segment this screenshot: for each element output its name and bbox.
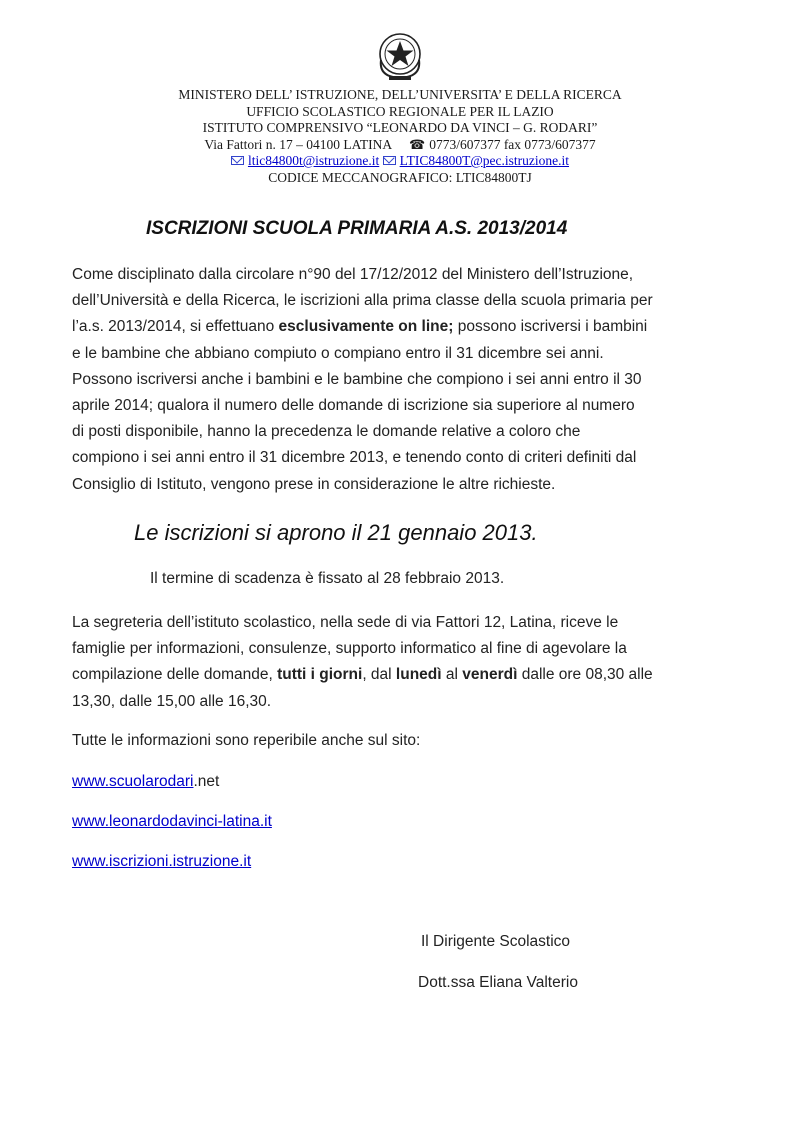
text-span: , dal (362, 666, 396, 684)
mail-icon (383, 156, 396, 165)
text-line (72, 314, 732, 340)
text-line: dell’Università e della Ricerca, le iscrizioni alla prima classe della scuola primaria per (72, 292, 653, 310)
link-suffix: .net (193, 773, 220, 790)
text-line: e le bambine che abbiano compiuto o compiano entro il 31 dicembre sei anni. (72, 344, 604, 362)
text-line: La segreteria dell’istituto scolastico, nella sede di via Fattori 12, Latina, riceve le (72, 614, 619, 631)
email-line (0, 153, 800, 170)
text-line: Come disciplinato dalla circolare n°90 del 17/12/2012 del Ministero dell’Istruzione, (72, 266, 634, 283)
text-span: l’a.s. 2013/2014, si effettuano (72, 318, 279, 336)
text-span: possono iscriversi i bambini (453, 318, 648, 336)
text-line: aprile 2014; qualora il numero delle domande di iscrizione sia superiore al numero (72, 397, 635, 415)
link-leonardodavinci[interactable] (72, 813, 272, 831)
text-line: Possono iscriversi anche i bambini e le bambine che compiono i sei anni entro il 30 (72, 370, 642, 388)
text-line: famiglie per informazioni, consulenze, supporto informatico al fine di agevolare la (72, 640, 627, 658)
ministry-line: MINISTERO DELL’ ISTRUZIONE, DELL’UNIVERSITA’ E DELLA RICERCA (178, 87, 622, 102)
link-text[interactable]: www.scuolarodari (72, 773, 194, 790)
office-line: UFFICIO SCOLASTICO REGIONALE PER IL LAZIO (246, 103, 554, 119)
intro-paragraph (72, 262, 732, 498)
page-title: ISCRIZIONI SCUOLA PRIMARIA A.S. 2013/2014 (146, 218, 568, 239)
address-line (0, 137, 800, 154)
text-line: compiono i sei anni entro il 31 dicembre 2013, e tenendo conto di criteri definiti dal (72, 449, 637, 467)
deadline-text: Il termine di scadenza è fissato al 28 febbraio 2013. (150, 570, 505, 587)
text-span: compilazione delle domande, (72, 666, 278, 684)
link-scuolarodari[interactable] (72, 773, 219, 791)
phone-icon: ☎ (408, 136, 426, 152)
emblem-icon (375, 30, 425, 82)
text-span: al (441, 666, 463, 684)
link-iscrizioni[interactable] (72, 853, 251, 871)
office-paragraph (72, 610, 732, 715)
signature-role: Il Dirigente Scolastico (421, 933, 571, 950)
mail-icon (231, 156, 244, 165)
email-link[interactable]: ltic84800t@istruzione.it (247, 153, 380, 168)
text-line: Consiglio di Istituto, vengono prese in considerazione le altre richieste. (72, 475, 556, 493)
letterhead (0, 87, 800, 186)
signature-name: Dott.ssa Eliana Valterio (418, 974, 578, 991)
text-span: dalle ore 08,30 alle (517, 666, 653, 684)
text-line: 13,30, dalle 15,00 alle 16,30. (72, 692, 272, 710)
pec-link[interactable]: LTIC84800T@pec.istruzione.it (399, 153, 570, 168)
link-text[interactable]: www.leonardodavinci-latina.it (72, 813, 272, 830)
emphasis-friday: venerdì (462, 666, 518, 684)
emphasis-monday: lunedì (395, 666, 442, 684)
code-line: CODICE MECCANOGRAFICO: LTIC84800TJ (268, 169, 532, 185)
emphasis-every-day: tutti i giorni (277, 666, 363, 684)
link-text[interactable]: www.iscrizioni.istruzione.it (72, 853, 252, 870)
address-text: Via Fattori n. 17 – 04100 LATINA (204, 136, 393, 152)
opening-date-heading: Le iscrizioni si aprono il 21 gennaio 2013. (134, 520, 538, 545)
info-text: Tutte le informazioni sono reperibile anche sul sito: (72, 732, 421, 749)
text-line: di posti disponibile, hanno la precedenza le domande relative a coloro che (72, 423, 581, 441)
emphasis-online: esclusivamente on line; (278, 318, 454, 336)
institute-line: ISTITUTO COMPRENSIVO “LEONARDO DA VINCI – G. RODARI” (202, 120, 598, 135)
phone-fax-text: 0773/607377 fax 0773/607377 (429, 136, 596, 152)
text-line (72, 662, 732, 688)
